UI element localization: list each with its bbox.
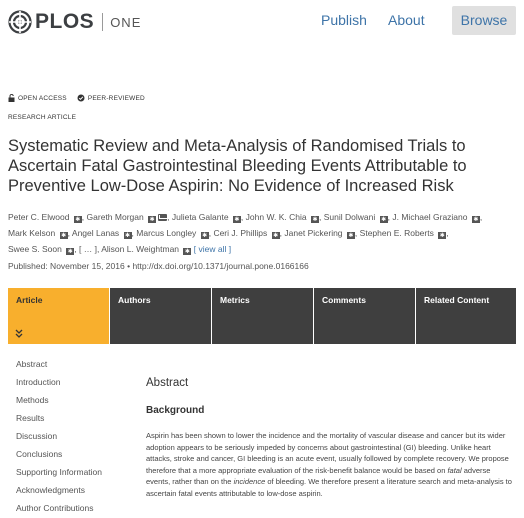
background-paragraph: Aspirin has been shown to lower the incidence and the mortality of vascular disease and cancer but its wider adoption appears to be seriously impeded by concerns about gastrointestinal (GI) bleeding. Unlike heart attacks, stroke and cancer, GI bleeding is an acute event, usually followed by complete recovery. We propose therefore that a more appropriate evaluation of the risk-benefit balance would be based on fatal adverse events, rather than on the incidence of bleeding. We therefore present a literature search and meta-analysis to ascertain fatal events attributable to low-dose aspirin.	[146, 431, 512, 498]
peer-reviewed-label: PEER-REVIEWED	[87, 94, 145, 102]
open-lock-icon	[8, 94, 15, 102]
background-heading: Background	[146, 405, 205, 416]
author-link[interactable]: Angel Lanas ✱,	[71, 228, 134, 239]
tab-related-content[interactable]: Related Content	[416, 288, 516, 344]
doi-link[interactable]: http://dx.doi.org/10.1371/journal.pone.0166166	[132, 261, 309, 271]
author-link[interactable]: J. Michael Graziano ✱,	[392, 212, 483, 223]
author-link[interactable]: Peter C. Elwood ✱,	[8, 212, 85, 223]
logo-text: PLOS	[35, 10, 95, 33]
author-link[interactable]: John W. K. Chia ✱,	[245, 212, 322, 223]
author-info-icon: ✱	[381, 217, 387, 223]
site-header	[0, 0, 524, 44]
article-type: RESEARCH ARTICLE	[8, 114, 77, 121]
author-info-icon: ✱	[273, 233, 279, 239]
sidebar-item-abstract[interactable]: Abstract	[16, 359, 48, 369]
sidebar-item-acknowledgments[interactable]: Acknowledgments	[16, 485, 85, 495]
author-info-icon: ✱	[312, 217, 318, 223]
sidebar-item-methods[interactable]: Methods	[16, 395, 49, 405]
author-info-icon: ✱	[473, 217, 479, 223]
author-info-icon: ✱	[149, 217, 155, 223]
article-tabs	[8, 288, 516, 344]
author-info-icon: ✱	[439, 233, 445, 239]
logo-divider	[102, 13, 103, 31]
published-date: Published: November 15, 2016	[8, 261, 125, 271]
author-list: Peter C. Elwood ✱, Gareth Morgan ✱ , Julieta Galante ✱, John W. K. Chia ✱, Sunil Dolwani ✱, J. Michael Graziano ✱, Mark Kelson ✱, Angel Lanas ✱, Marcus Longley ✱, Ceri J. Phillips ✱, Janet Pickering ✱, Stephen E. Roberts ✱, Swee S. Soon ✱, [ … ], Alison L. Weightman ✱ [ view all ]	[8, 212, 483, 255]
email-icon	[158, 214, 167, 221]
open-access-label: OPEN ACCESS	[18, 94, 67, 102]
author-link[interactable]: Swee S. Soon ✱,	[8, 244, 77, 255]
author-link[interactable]: Stephen E. Roberts ✱,	[359, 228, 449, 239]
article-title: Systematic Review and Meta-Analysis of Randomised Trials to Ascertain Fatal Gastrointestinal Bleeding Events Attributable to Preventive Low-Dose Aspirin: No Evidence of Increased Risk	[8, 137, 467, 195]
sidebar-item-results[interactable]: Results	[16, 413, 45, 423]
article-body	[146, 377, 516, 499]
nav-about-link[interactable]: About	[388, 12, 425, 28]
author-info-icon: ✱	[75, 217, 81, 223]
sidebar-item-author-contributions[interactable]: Author Contributions	[16, 503, 94, 513]
author-info-icon: ✱	[348, 233, 354, 239]
author-info-icon: ✱	[234, 217, 240, 223]
peer-reviewed-badge	[77, 94, 145, 102]
author-link[interactable]: Mark Kelson ✱,	[8, 228, 70, 239]
peer-reviewed-icon	[77, 94, 85, 102]
plos-one-logo[interactable]	[8, 8, 141, 36]
nav-browse-button[interactable]: Browse	[452, 6, 516, 35]
publication-info	[8, 261, 309, 271]
nav-publish-link[interactable]: Publish	[321, 12, 367, 28]
author-link[interactable]: Sunil Dolwani ✱,	[323, 212, 390, 223]
author-info-icon: ✱	[184, 249, 190, 255]
sidebar-item-conclusions[interactable]: Conclusions	[16, 449, 63, 459]
author-link[interactable]: Alison L. Weightman ✱	[101, 244, 190, 255]
bullet-separator: •	[127, 261, 133, 271]
abstract-heading: Abstract	[146, 377, 189, 389]
author-link[interactable]: Ceri J. Phillips ✱,	[213, 228, 283, 239]
author-info-icon: ✱	[125, 233, 131, 239]
double-chevron-down-icon	[15, 329, 23, 340]
tab-authors[interactable]: Authors	[110, 288, 211, 344]
sidebar-item-introduction[interactable]: Introduction	[16, 377, 61, 387]
view-all-authors-link[interactable]: [ view all ]	[193, 244, 232, 254]
author-link[interactable]: Janet Pickering ✱,	[284, 228, 358, 239]
expand-authors-ellipsis[interactable]: [ … ]	[79, 244, 97, 254]
author-link[interactable]: Julieta Galante ✱,	[171, 212, 244, 223]
sidebar-item-supporting-information[interactable]: Supporting Information	[16, 467, 102, 477]
tab-article[interactable]: Article	[8, 288, 109, 344]
open-access-badge	[8, 94, 67, 102]
author-info-icon: ✱	[202, 233, 208, 239]
sidebar-item-discussion[interactable]: Discussion	[16, 431, 58, 441]
author-info-icon: ✱	[61, 233, 67, 239]
author-link[interactable]: Gareth Morgan ✱ ,	[86, 212, 170, 223]
tab-metrics[interactable]: Metrics	[212, 288, 313, 344]
article-badges	[8, 94, 155, 102]
author-info-icon: ✱	[67, 249, 73, 255]
author-link[interactable]: Marcus Longley ✱,	[136, 228, 212, 239]
tab-comments[interactable]: Comments	[314, 288, 415, 344]
logo-subtext: ONE	[110, 14, 142, 30]
plos-logo-icon	[8, 10, 32, 34]
section-navigation	[16, 357, 126, 518]
